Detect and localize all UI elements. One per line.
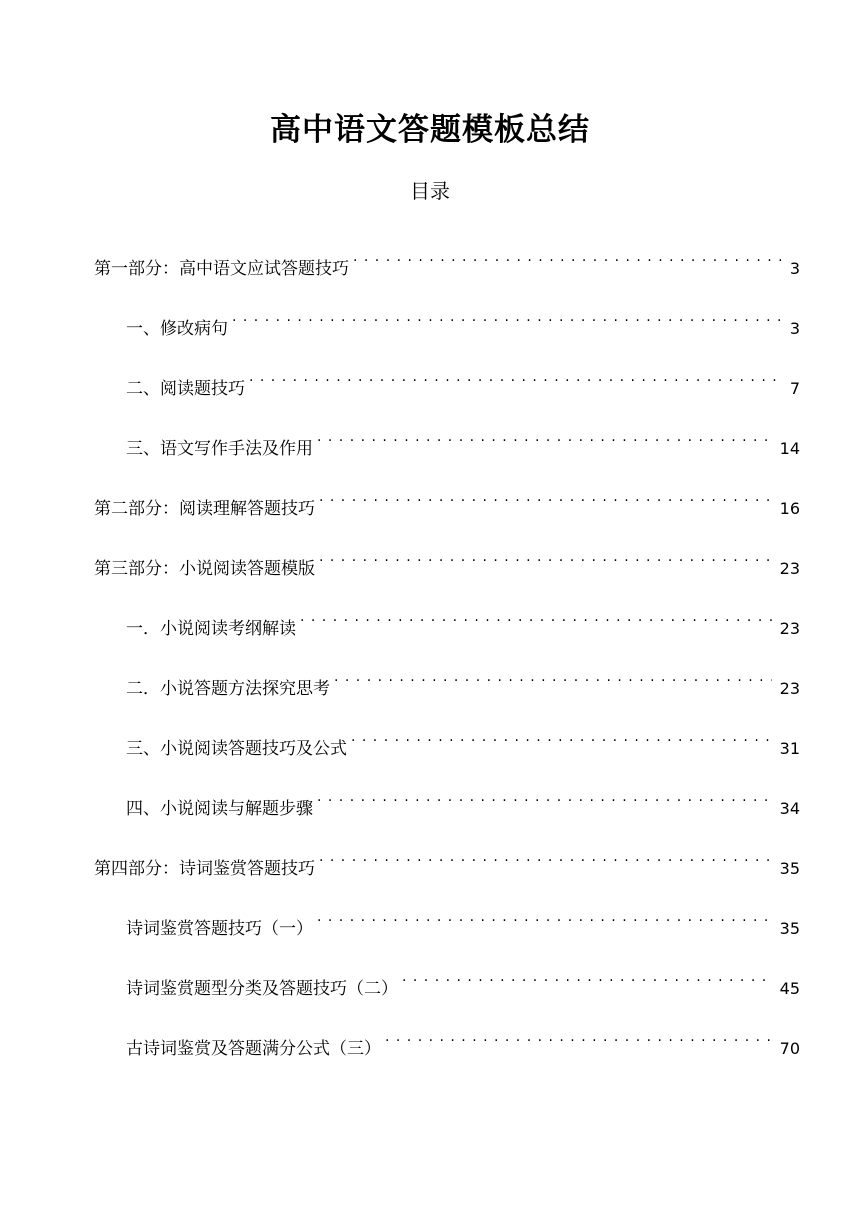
toc-entry[interactable] (126, 660, 800, 699)
toc-dot-leader (319, 480, 772, 514)
toc-entry-label: 二．小说答题方法探究思考 (126, 679, 330, 699)
toc-entry[interactable] (126, 300, 800, 339)
toc-entry-label: 一、修改病句 (126, 319, 228, 339)
toc-dot-leader (249, 360, 782, 394)
toc-entry-page: 16 (779, 499, 800, 518)
toc-entry-label: 一．小说阅读考纲解读 (126, 619, 296, 639)
toc-entry-label: 三、小说阅读答题技巧及公式 (126, 739, 347, 759)
toc-entry-label: 古诗词鉴赏及答题满分公式（三） (126, 1039, 381, 1059)
toc-entry[interactable] (126, 360, 800, 399)
toc-dot-leader (317, 900, 772, 934)
toc-entry-page: 23 (779, 559, 800, 578)
toc-entry-page: 34 (779, 799, 800, 818)
toc-entry-label: 诗词鉴赏答题技巧（一） (126, 919, 313, 939)
toc-entry-page: 35 (779, 859, 800, 878)
toc-dot-leader (300, 600, 772, 634)
toc-entry-page: 70 (779, 1039, 800, 1058)
toc-entry[interactable] (94, 240, 800, 279)
toc-entry-label: 第二部分：阅读理解答题技巧 (94, 499, 315, 519)
toc-dot-leader (351, 720, 772, 754)
toc-entry[interactable] (126, 600, 800, 639)
toc-entry-label: 诗词鉴赏题型分类及答题技巧（二） (126, 979, 398, 999)
toc-entry-label: 第四部分：诗词鉴赏答题技巧 (94, 859, 315, 879)
toc-entry-label: 第三部分：小说阅读答题模版 (94, 559, 315, 579)
toc-entry[interactable] (126, 1020, 800, 1059)
toc-entry[interactable] (126, 720, 800, 759)
toc-entry[interactable] (126, 420, 800, 459)
toc-dot-leader (385, 1020, 772, 1054)
document-title: 高中语文答题模板总结 (270, 112, 590, 148)
toc-entry-page: 31 (779, 739, 800, 758)
toc-entry[interactable] (126, 960, 800, 999)
toc-dot-leader (317, 420, 772, 454)
toc-dot-leader (402, 960, 772, 994)
toc-dot-leader (319, 840, 772, 874)
toc-entry-label: 三、语文写作手法及作用 (126, 439, 313, 459)
toc-entry-page: 3 (789, 319, 800, 338)
toc-entry[interactable] (126, 780, 800, 819)
toc-dot-leader (353, 240, 782, 274)
toc-entry-page: 45 (779, 979, 800, 998)
toc-entry-page: 23 (779, 619, 800, 638)
toc-entry-page: 3 (789, 259, 800, 278)
toc-entry-page: 7 (789, 379, 800, 398)
toc-entry[interactable] (94, 540, 800, 579)
toc-entry[interactable] (94, 480, 800, 519)
toc-dot-leader (232, 300, 782, 334)
toc-entry[interactable] (126, 900, 800, 939)
toc-entry[interactable] (94, 840, 800, 879)
toc-entry-label: 二、阅读题技巧 (126, 379, 245, 399)
toc-dot-leader (334, 660, 772, 694)
toc-entry-page: 14 (779, 439, 800, 458)
toc-dot-leader (319, 540, 772, 574)
toc-entry-page: 23 (779, 679, 800, 698)
toc-entry-page: 35 (779, 919, 800, 938)
toc-dot-leader (317, 780, 772, 814)
toc-entry-label: 第一部分：高中语文应试答题技巧 (94, 259, 349, 279)
toc-heading: 目录 (410, 179, 450, 203)
toc-entry-label: 四、小说阅读与解题步骤 (126, 799, 313, 819)
